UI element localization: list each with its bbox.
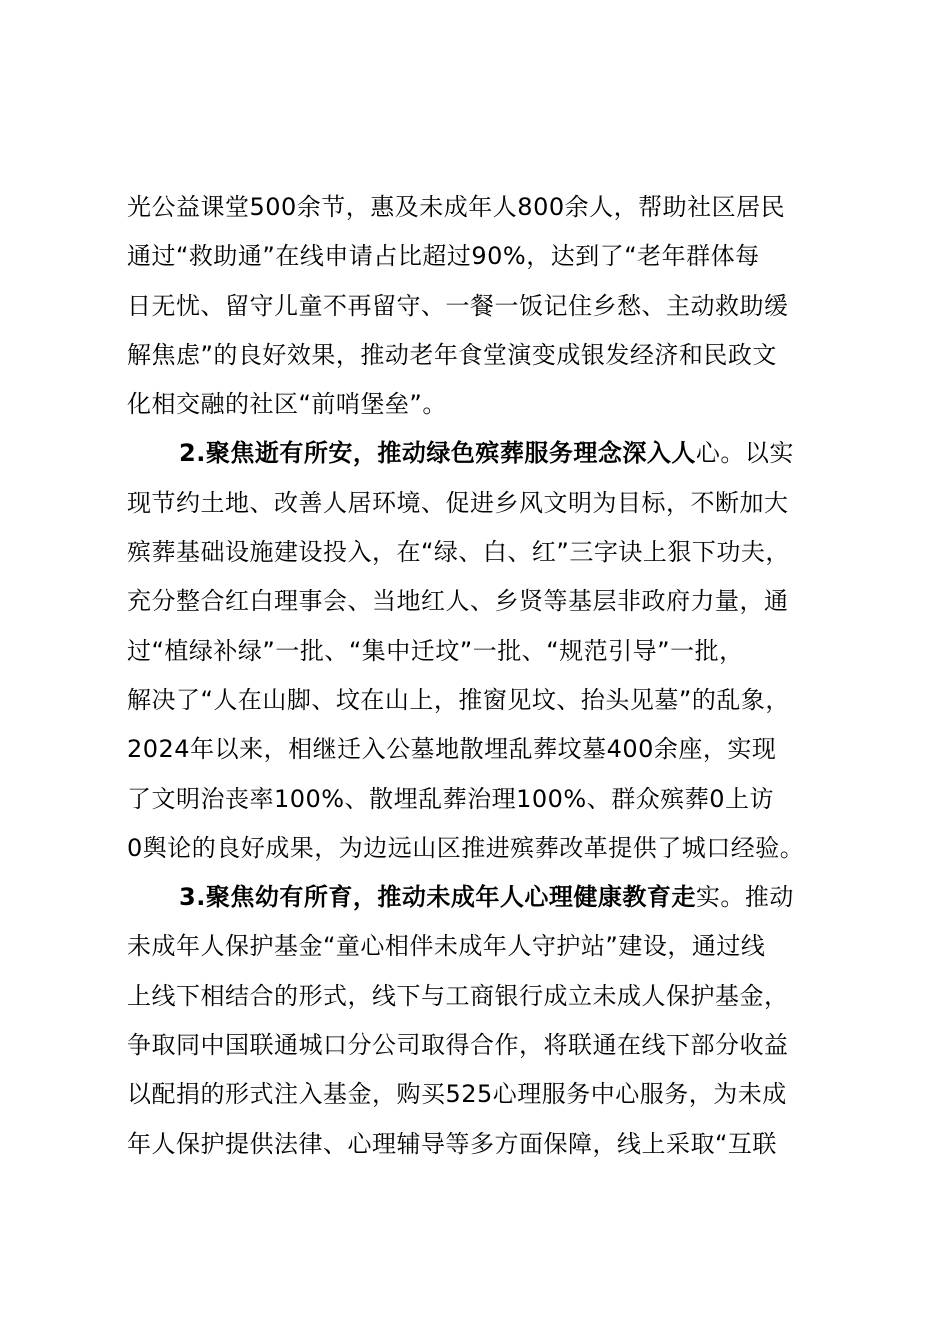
document-body	[127, 186, 857, 1172]
text-line: 过“植绿补绿”一批、“集中迁坟”一批、“规范引导”一批，	[127, 636, 744, 665]
paragraph-heading-line	[127, 876, 857, 925]
text-line: 以配捐的形式注入基金，购买525心理服务中心服务，为未成	[127, 1080, 787, 1109]
paragraph-2	[127, 432, 857, 876]
text-line: 年人保护提供法律、心理辅导等多方面保障，线上采取“互联	[127, 1129, 777, 1158]
text-line: 争取同中国联通城口分公司取得合作，将联通在线下部分收益	[127, 1031, 789, 1060]
text-line: 未成年人保护基金“童心相伴未成年人守护站”建设，通过线	[127, 932, 766, 961]
text-line: 殡葬基础设施建设投入，在“绿、白、红”三字诀上狠下功夫，	[127, 538, 790, 567]
paragraph-1	[127, 186, 857, 432]
text-line: 0舆论的良好成果，为边远山区推进殡葬改革提供了城口经验。	[127, 833, 805, 862]
text-line: 2024年以来，相继迁入公墓地散埋乱葬坟墓400余座，实现	[127, 735, 777, 764]
section-heading: 3.聚焦幼有所育，推动未成年人心理健康教育走	[179, 883, 696, 912]
text-line: 现节约土地、改善人居环境、促进乡风文明为目标，不断加大	[127, 488, 789, 517]
text-line: 了文明治丧率100%、散埋乱葬治理100%、群众殡葬0上访	[127, 784, 774, 813]
text-line: 光公益课堂500余节，惠及未成年人800余人，帮助社区居民	[127, 193, 786, 221]
heading-tail-text: 心。以实	[695, 439, 794, 468]
text-line: 充分整合红白理事会、当地红人、乡贤等基层非政府力量，通	[127, 587, 789, 616]
text-line: 解决了“人在山脚、坟在山上，推窗见坟、抬头见墓”的乱象，	[127, 685, 790, 714]
heading-tail-text: 实。推动	[695, 883, 794, 912]
text-line: 解焦虑”的良好效果，推动老年食堂演变成银发经济和民政文	[127, 340, 777, 369]
text-line: 上线下相结合的形式，线下与工商银行成立未成人保护基金，	[127, 981, 789, 1010]
text-line: 化相交融的社区“前哨堡垒”。	[127, 390, 447, 419]
paragraph-3	[127, 876, 857, 1172]
section-heading: 2.聚焦逝有所安，推动绿色殡葬服务理念深入人	[179, 439, 696, 468]
text-line: 通过“救助通”在线申请占比超过90%，达到了“老年群体每	[127, 242, 760, 271]
text-line: 日无忧、留守儿童不再留守、一餐一饭记住乡愁、主动救助缓	[127, 291, 789, 320]
paragraph-heading-line	[127, 432, 857, 481]
